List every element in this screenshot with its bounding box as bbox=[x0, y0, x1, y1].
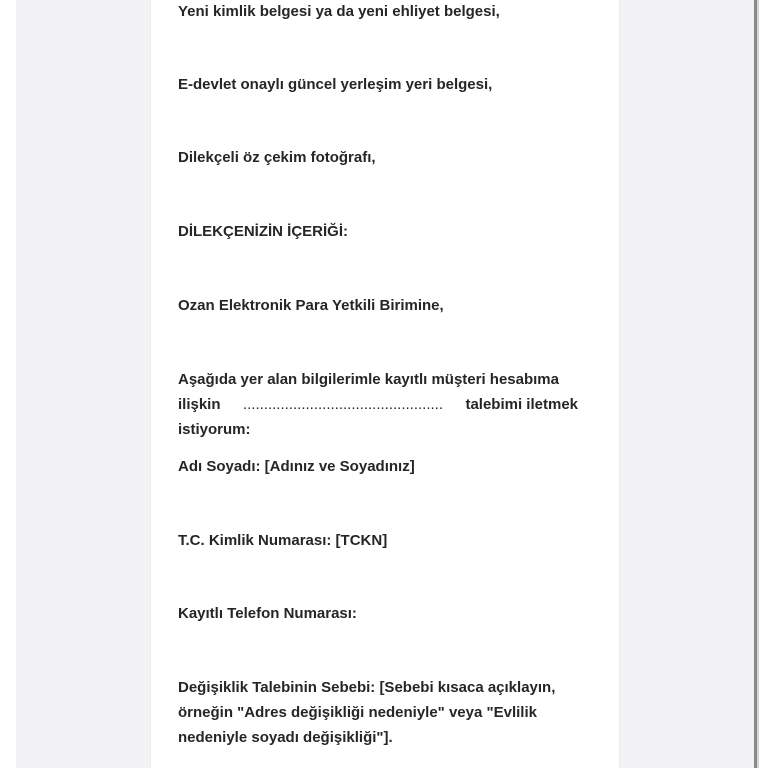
left-margin-band bbox=[0, 0, 16, 768]
doc-line-residence: E-devlet onaylı güncel yerleşim yeri belgesi, bbox=[178, 76, 493, 93]
request-blank-dots: ................................................ bbox=[242, 396, 444, 413]
request-line-1: Aşağıda yer alan bilgilerimle kayıtlı müşteri hesabıma bbox=[178, 371, 559, 388]
right-scroll-edge bbox=[754, 0, 768, 768]
request-ilişkin: ilişkin bbox=[178, 396, 221, 413]
reason-line-1: Değişiklik Talebinin Sebebi: [Sebebi kısaca açıklayın, bbox=[178, 679, 556, 696]
reason-line-2: örneğin "Adres değişikliği nedeniyle" veya "Evlilik bbox=[178, 704, 537, 721]
doc-line-recipient: Ozan Elektronik Para Yetkili Birimine, bbox=[178, 297, 444, 314]
field-name: Adı Soyadı: [Adınız ve Soyadınız] bbox=[178, 458, 415, 475]
doc-heading-petition-content: DİLEKÇENİZİN İÇERİĞİ: bbox=[178, 223, 349, 240]
request-line-2 bbox=[178, 392, 588, 417]
request-end: talebimi iletmek bbox=[465, 396, 578, 413]
doc-line-selfie: Dilekçeli öz çekim fotoğrafı, bbox=[178, 149, 376, 166]
document-page bbox=[150, 0, 620, 768]
field-phone: Kayıtlı Telefon Numarası: bbox=[178, 605, 357, 622]
right-edge-shadow bbox=[757, 0, 759, 768]
field-tckn: T.C. Kimlik Numarası: [TCKN] bbox=[178, 532, 388, 549]
reason-line-3: nedeniyle soyadı değişikliği"]. bbox=[178, 729, 393, 746]
doc-line-id-document: Yeni kimlik belgesi ya da yeni ehliyet belgesi, bbox=[178, 3, 500, 20]
request-line-3: istiyorum: bbox=[178, 421, 251, 438]
